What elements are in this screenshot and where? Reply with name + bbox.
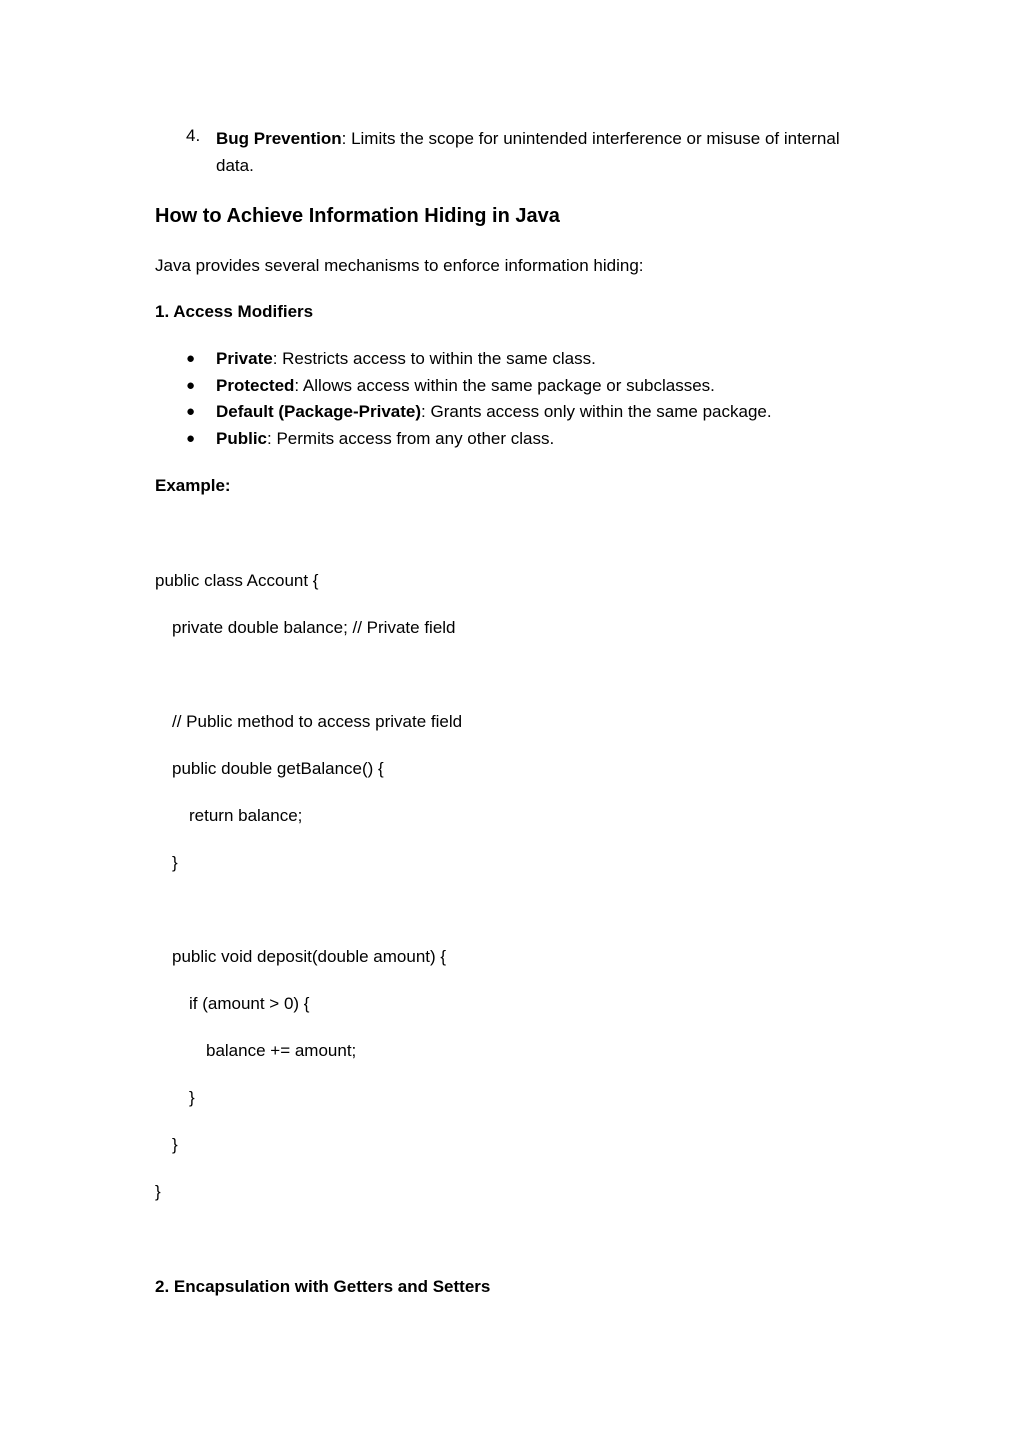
bullet-description: : Grants access only within the same package. [421, 402, 772, 421]
bullet-item-default [216, 401, 772, 423]
bullet-marker: ● [186, 377, 196, 394]
bullet-description: : Restricts access to within the same class. [272, 349, 596, 368]
list-item-term: Bug Prevention [216, 129, 342, 148]
bullet-term: Public [216, 429, 268, 448]
list-item-description: : Limits the scope for unintended interference or misuse of internal data. [216, 129, 840, 175]
code-line: public void deposit(double amount) { [172, 947, 447, 966]
code-line: private double balance; // Private field [172, 618, 456, 637]
bullet-marker: ● [186, 403, 196, 420]
list-item-bug-prevention [216, 125, 866, 179]
example-label: Example: [155, 476, 231, 495]
bullet-marker: ● [186, 350, 196, 367]
code-line: if (amount > 0) { [189, 994, 310, 1013]
bullet-item-private [216, 348, 596, 370]
bullet-item-protected [216, 375, 715, 397]
code-line: } [172, 1135, 178, 1154]
code-line: public class Account { [155, 571, 319, 590]
list-number: 4. [186, 126, 201, 145]
code-line: return balance; [189, 806, 303, 825]
bullet-description: : Permits access from any other class. [267, 429, 555, 448]
code-line: } [189, 1088, 195, 1107]
intro-paragraph: Java provides several mechanisms to enforce information hiding: [155, 256, 644, 275]
bullet-marker: ● [186, 430, 196, 447]
code-line: balance += amount; [206, 1041, 357, 1060]
bullet-description: : Allows access within the same package or subclasses. [294, 376, 715, 395]
bullet-term: Default (Package-Private) [216, 402, 422, 421]
bullet-item-public [216, 428, 554, 450]
code-line: public double getBalance() { [172, 759, 384, 778]
bullet-term: Protected [216, 376, 295, 395]
section-heading: How to Achieve Information Hiding in Java [155, 205, 560, 227]
code-line: // Public method to access private field [172, 712, 463, 731]
subsection-heading-encapsulation: 2. Encapsulation with Getters and Setters [155, 1277, 491, 1296]
subsection-heading-access-modifiers: 1. Access Modifiers [155, 302, 314, 321]
code-line: } [155, 1182, 161, 1201]
bullet-term: Private [216, 349, 273, 368]
code-line: } [172, 853, 178, 872]
